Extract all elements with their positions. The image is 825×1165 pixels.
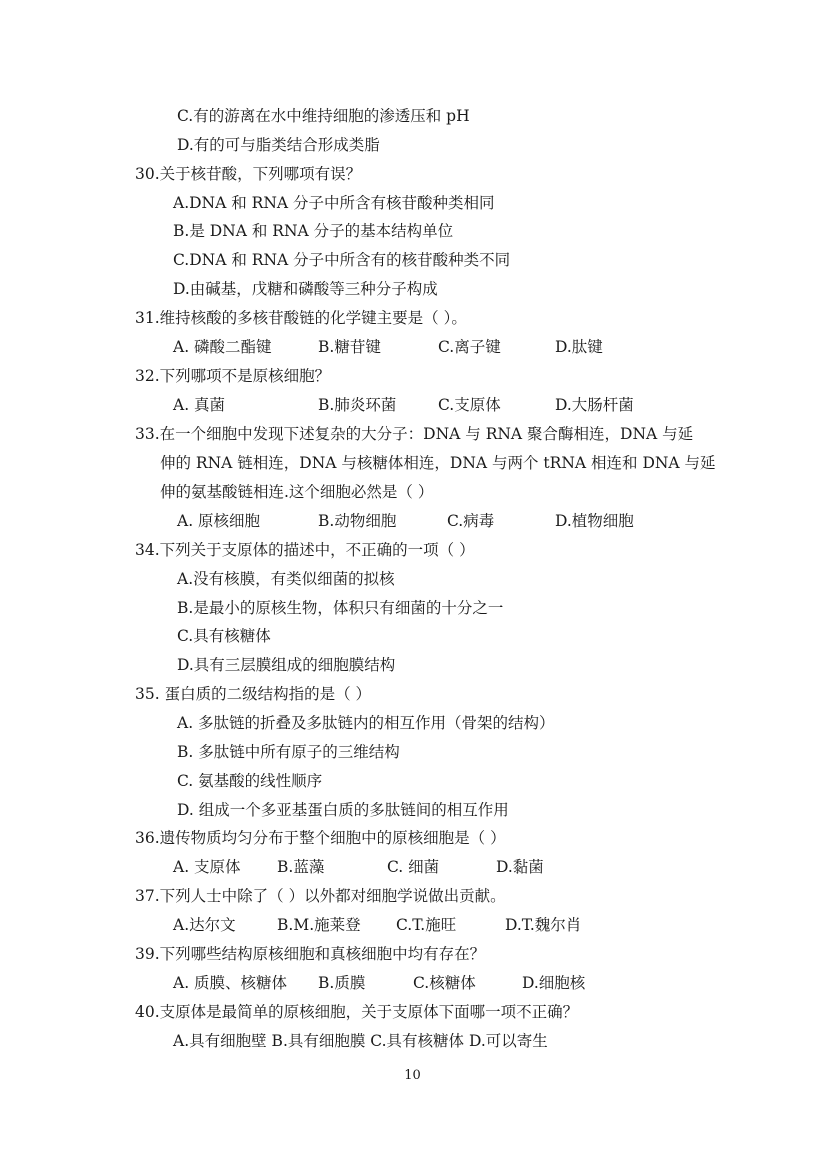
option-d: D.大肠杆菌: [555, 396, 634, 414]
option-line: D.由碱基，戊糖和磷酸等三种分子构成: [173, 280, 438, 298]
option-c: C.支原体: [438, 396, 501, 414]
option-line: C. 氨基酸的线性顺序: [177, 772, 323, 790]
option-line: C.有的游离在水中维持细胞的渗透压和 pH: [177, 107, 470, 125]
question-33-continued: 伸的氨基酸链相连.这个细胞必然是（ ）: [160, 483, 434, 501]
question-33-continued: 伸的 RNA 链相连，DNA 与核糖体相连，DNA 与两个 tRNA 相连和 DNA 与延: [160, 454, 716, 472]
option-d: D.T.魏尔肖: [505, 916, 582, 934]
option-a: A. 质膜、核糖体: [173, 974, 288, 992]
option-line: D. 组成一个多亚基蛋白质的多肽链间的相互作用: [177, 801, 509, 819]
option-b: B.M.施莱登: [277, 916, 361, 934]
question-35: 35. 蛋白质的二级结构指的是（ ）: [135, 685, 372, 703]
page-number: 10: [404, 1068, 421, 1083]
option-a: A.达尔文: [173, 916, 236, 934]
question-40: 40.支原体是最简单的原核细胞，关于支原体下面哪一项不正确？: [135, 1003, 579, 1021]
question-39: 39.下列哪些结构原核细胞和真核细胞中均有存在？: [135, 945, 486, 963]
question-36: 36.遗传物质均匀分布于整个细胞中的原核细胞是（ ）: [135, 829, 506, 847]
option-a: A. 原核细胞: [177, 512, 261, 530]
option-c: C.病毒: [447, 512, 495, 530]
option-line: A.没有核膜，有类似细菌的拟核: [177, 570, 395, 588]
option-line: B. 多肽链中所有原子的三维结构: [177, 743, 400, 761]
option-b: B.糖苷键: [318, 338, 381, 356]
option-a: A. 真菌: [173, 396, 226, 414]
option-a: A. 支原体: [173, 858, 241, 876]
option-c: C.核糖体: [413, 974, 476, 992]
option-d: D.植物细胞: [555, 512, 634, 530]
option-line: C.DNA 和 RNA 分子中所含有的核苷酸种类不同: [173, 251, 511, 269]
option-b: B.动物细胞: [318, 512, 397, 530]
option-b: B.肺炎环菌: [318, 396, 397, 414]
option-line: A. 多肽链的折叠及多肽链内的相互作用（骨架的结构）: [177, 714, 555, 732]
option-d: D.黏菌: [496, 858, 544, 876]
options-row-40: A.具有细胞壁 B.具有细胞膜 C.具有核糖体 D.可以寄生: [173, 1032, 548, 1050]
option-line: D.具有三层膜组成的细胞膜结构: [177, 656, 396, 674]
option-line: C.具有核糖体: [177, 627, 271, 645]
option-d: D.细胞核: [522, 974, 586, 992]
option-d: D.肽键: [555, 338, 603, 356]
question-30: 30.关于核苷酸，下列哪项有误？: [135, 165, 362, 183]
option-b: B.质膜: [318, 974, 366, 992]
option-line: B.是 DNA 和 RNA 分子的基本结构单位: [173, 222, 454, 240]
option-c: C.T.施旺: [396, 916, 457, 934]
question-34: 34.下列关于支原体的描述中，不正确的一项（ ）: [135, 541, 475, 559]
option-c: C.离子键: [438, 338, 501, 356]
option-line: B.是最小的原核生物，体积只有细菌的十分之一: [177, 599, 504, 617]
option-line: D.有的可与脂类结合形成类脂: [177, 136, 380, 154]
question-31: 31.维持核酸的多核苷酸链的化学键主要是（ ）。: [135, 309, 467, 327]
question-37: 37.下列人士中除了（ ）以外都对细胞学说做出贡献。: [135, 887, 506, 905]
question-33: 33.在一个细胞中发现下述复杂的大分子：DNA 与 RNA 聚合酶相连，DNA 与延: [135, 425, 694, 443]
option-a: A. 磷酸二酯键: [173, 338, 272, 356]
option-c: C. 细菌: [387, 858, 440, 876]
question-32: 32.下列哪项不是原核细胞？: [135, 367, 331, 385]
option-line: A.DNA 和 RNA 分子中所含有核苷酸种类相同: [173, 194, 495, 212]
option-b: B.蓝藻: [277, 858, 325, 876]
